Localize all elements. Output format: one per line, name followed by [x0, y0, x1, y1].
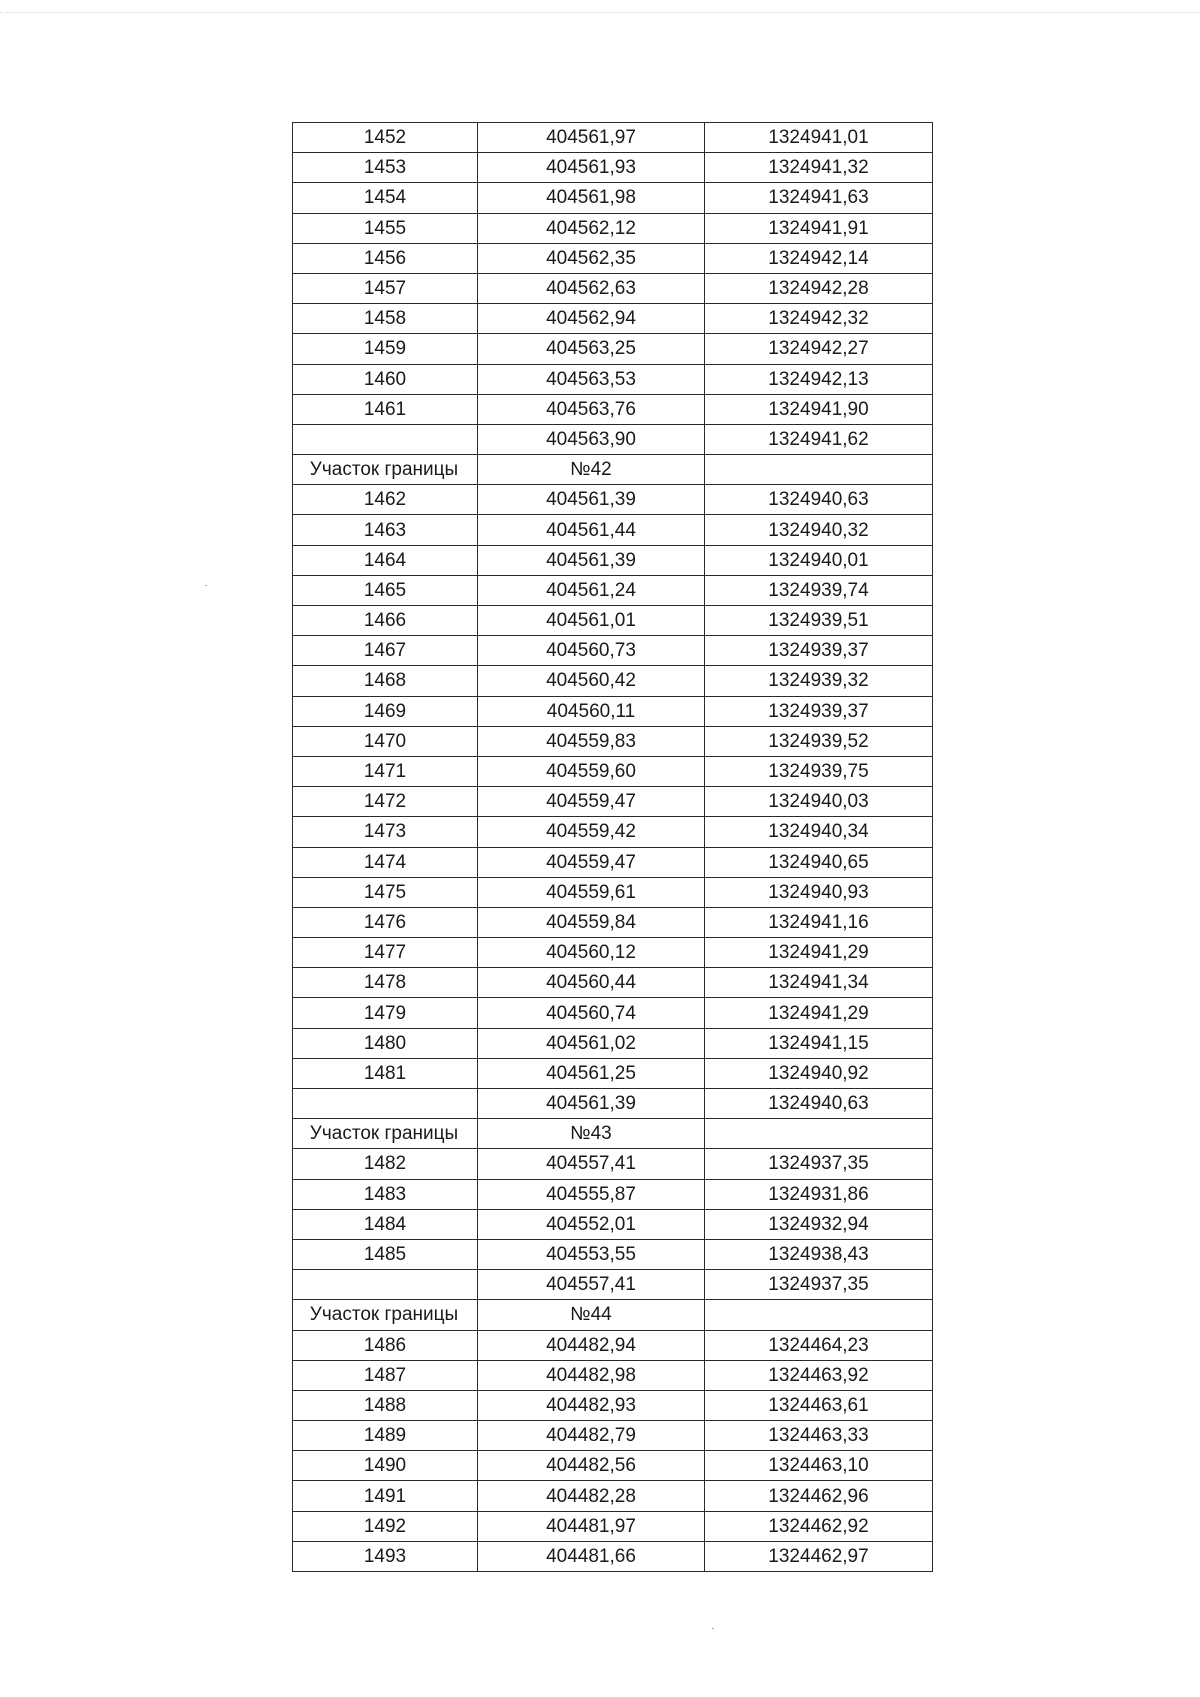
y-coordinate-cell: 1324939,75 [705, 756, 933, 786]
x-coordinate-cell: 404559,60 [478, 756, 705, 786]
y-coordinate-cell: 1324939,74 [705, 575, 933, 605]
table-row [293, 1179, 933, 1209]
table-row [293, 123, 933, 153]
x-coordinate-cell: 404561,01 [478, 606, 705, 636]
x-coordinate-cell: 404561,24 [478, 575, 705, 605]
table-row [293, 1330, 933, 1360]
table-row [293, 273, 933, 303]
point-number-cell: 1456 [293, 243, 478, 273]
table-row [293, 394, 933, 424]
point-number-cell: 1472 [293, 787, 478, 817]
table-row [293, 1028, 933, 1058]
y-coordinate-cell: 1324940,93 [705, 877, 933, 907]
table-row [293, 817, 933, 847]
y-coordinate-cell: 1324463,61 [705, 1390, 933, 1420]
table-row [293, 1360, 933, 1390]
table-row [293, 1089, 933, 1119]
table-row [293, 1451, 933, 1481]
x-coordinate-cell: 404561,97 [478, 123, 705, 153]
table-row [293, 1149, 933, 1179]
table-row [293, 1058, 933, 1088]
coordinates-table [292, 122, 933, 1572]
table-row [293, 515, 933, 545]
point-number-cell [293, 1089, 478, 1119]
table-row [293, 1541, 933, 1571]
x-coordinate-cell: 404562,63 [478, 273, 705, 303]
y-coordinate-cell: 1324932,94 [705, 1209, 933, 1239]
table-row [293, 636, 933, 666]
point-number-cell: 1481 [293, 1058, 478, 1088]
x-coordinate-cell: 404561,25 [478, 1058, 705, 1088]
y-coordinate-cell: 1324463,33 [705, 1421, 933, 1451]
x-coordinate-cell: 404563,90 [478, 424, 705, 454]
table-row [293, 1481, 933, 1511]
table-row [293, 153, 933, 183]
x-coordinate-cell: 404555,87 [478, 1179, 705, 1209]
scan-speck [205, 585, 207, 586]
table-row [293, 1239, 933, 1269]
y-coordinate-cell: 1324941,32 [705, 153, 933, 183]
x-coordinate-cell: 404560,74 [478, 998, 705, 1028]
point-number-cell: 1492 [293, 1511, 478, 1541]
section-header-row [293, 1119, 933, 1149]
point-number-cell: 1467 [293, 636, 478, 666]
point-number-cell: 1452 [293, 123, 478, 153]
table-row [293, 1270, 933, 1300]
table-row [293, 726, 933, 756]
y-coordinate-cell: 1324940,32 [705, 515, 933, 545]
section-number-cell: №43 [478, 1119, 705, 1149]
x-coordinate-cell: 404557,41 [478, 1149, 705, 1179]
table-row [293, 1421, 933, 1451]
x-coordinate-cell: 404561,44 [478, 515, 705, 545]
y-coordinate-cell: 1324942,28 [705, 273, 933, 303]
x-coordinate-cell: 404482,94 [478, 1330, 705, 1360]
table-row [293, 213, 933, 243]
x-coordinate-cell: 404563,53 [478, 364, 705, 394]
y-coordinate-cell: 1324940,63 [705, 1089, 933, 1119]
point-number-cell: 1466 [293, 606, 478, 636]
y-coordinate-cell: 1324941,29 [705, 998, 933, 1028]
point-number-cell: 1474 [293, 847, 478, 877]
y-coordinate-cell: 1324463,92 [705, 1360, 933, 1390]
table-row [293, 364, 933, 394]
table-row [293, 183, 933, 213]
point-number-cell: 1464 [293, 545, 478, 575]
point-number-cell: 1460 [293, 364, 478, 394]
x-coordinate-cell: 404562,94 [478, 304, 705, 334]
point-number-cell: 1486 [293, 1330, 478, 1360]
point-number-cell: 1454 [293, 183, 478, 213]
y-coordinate-cell: 1324462,96 [705, 1481, 933, 1511]
y-coordinate-cell: 1324941,90 [705, 394, 933, 424]
y-coordinate-cell: 1324941,15 [705, 1028, 933, 1058]
table-row [293, 485, 933, 515]
y-coordinate-cell: 1324463,10 [705, 1451, 933, 1481]
x-coordinate-cell: 404557,41 [478, 1270, 705, 1300]
y-coordinate-cell: 1324941,91 [705, 213, 933, 243]
table-row [293, 998, 933, 1028]
scan-speck [712, 1628, 714, 1629]
point-number-cell [293, 1270, 478, 1300]
y-coordinate-cell: 1324941,63 [705, 183, 933, 213]
x-coordinate-cell: 404559,84 [478, 907, 705, 937]
section-empty-cell [705, 1119, 933, 1149]
point-number-cell: 1491 [293, 1481, 478, 1511]
x-coordinate-cell: 404559,61 [478, 877, 705, 907]
table-row [293, 424, 933, 454]
y-coordinate-cell: 1324464,23 [705, 1330, 933, 1360]
y-coordinate-cell: 1324941,16 [705, 907, 933, 937]
x-coordinate-cell: 404560,44 [478, 968, 705, 998]
point-number-cell [293, 424, 478, 454]
x-coordinate-cell: 404563,25 [478, 334, 705, 364]
section-header-row [293, 1300, 933, 1330]
point-number-cell: 1473 [293, 817, 478, 847]
point-number-cell: 1488 [293, 1390, 478, 1420]
point-number-cell: 1487 [293, 1360, 478, 1390]
y-coordinate-cell: 1324939,32 [705, 666, 933, 696]
table-row [293, 1390, 933, 1420]
point-number-cell: 1490 [293, 1451, 478, 1481]
y-coordinate-cell: 1324941,01 [705, 123, 933, 153]
y-coordinate-cell: 1324942,32 [705, 304, 933, 334]
section-label-cell: Участок границы [293, 1119, 478, 1149]
section-label-cell: Участок границы [293, 455, 478, 485]
point-number-cell: 1478 [293, 968, 478, 998]
point-number-cell: 1469 [293, 696, 478, 726]
table-row [293, 575, 933, 605]
section-empty-cell [705, 455, 933, 485]
point-number-cell: 1462 [293, 485, 478, 515]
point-number-cell: 1455 [293, 213, 478, 243]
x-coordinate-cell: 404482,98 [478, 1360, 705, 1390]
point-number-cell: 1468 [293, 666, 478, 696]
y-coordinate-cell: 1324940,92 [705, 1058, 933, 1088]
y-coordinate-cell: 1324938,43 [705, 1239, 933, 1269]
point-number-cell: 1463 [293, 515, 478, 545]
y-coordinate-cell: 1324941,34 [705, 968, 933, 998]
table-row [293, 907, 933, 937]
point-number-cell: 1458 [293, 304, 478, 334]
x-coordinate-cell: 404561,39 [478, 545, 705, 575]
x-coordinate-cell: 404560,73 [478, 636, 705, 666]
table-row [293, 1511, 933, 1541]
table-row [293, 1209, 933, 1239]
table-row [293, 666, 933, 696]
x-coordinate-cell: 404560,42 [478, 666, 705, 696]
point-number-cell: 1477 [293, 938, 478, 968]
point-number-cell: 1482 [293, 1149, 478, 1179]
point-number-cell: 1461 [293, 394, 478, 424]
y-coordinate-cell: 1324939,51 [705, 606, 933, 636]
y-coordinate-cell: 1324940,63 [705, 485, 933, 515]
point-number-cell: 1465 [293, 575, 478, 605]
y-coordinate-cell: 1324940,03 [705, 787, 933, 817]
x-coordinate-cell: 404481,66 [478, 1541, 705, 1571]
y-coordinate-cell: 1324937,35 [705, 1270, 933, 1300]
y-coordinate-cell: 1324942,14 [705, 243, 933, 273]
y-coordinate-cell: 1324462,97 [705, 1541, 933, 1571]
x-coordinate-cell: 404561,98 [478, 183, 705, 213]
point-number-cell: 1480 [293, 1028, 478, 1058]
x-coordinate-cell: 404562,12 [478, 213, 705, 243]
y-coordinate-cell: 1324942,13 [705, 364, 933, 394]
point-number-cell: 1457 [293, 273, 478, 303]
x-coordinate-cell: 404559,42 [478, 817, 705, 847]
x-coordinate-cell: 404482,79 [478, 1421, 705, 1451]
section-empty-cell [705, 1300, 933, 1330]
point-number-cell: 1479 [293, 998, 478, 1028]
x-coordinate-cell: 404482,93 [478, 1390, 705, 1420]
point-number-cell: 1485 [293, 1239, 478, 1269]
section-number-cell: №44 [478, 1300, 705, 1330]
y-coordinate-cell: 1324940,01 [705, 545, 933, 575]
point-number-cell: 1489 [293, 1421, 478, 1451]
y-coordinate-cell: 1324941,29 [705, 938, 933, 968]
x-coordinate-cell: 404482,56 [478, 1451, 705, 1481]
y-coordinate-cell: 1324939,37 [705, 636, 933, 666]
table-row [293, 606, 933, 636]
table-row [293, 877, 933, 907]
x-coordinate-cell: 404561,02 [478, 1028, 705, 1058]
x-coordinate-cell: 404552,01 [478, 1209, 705, 1239]
table-row [293, 938, 933, 968]
table-row [293, 243, 933, 273]
point-number-cell: 1453 [293, 153, 478, 183]
table-row [293, 334, 933, 364]
point-number-cell: 1459 [293, 334, 478, 364]
point-number-cell: 1483 [293, 1179, 478, 1209]
section-header-row [293, 455, 933, 485]
x-coordinate-cell: 404560,11 [478, 696, 705, 726]
table-row [293, 545, 933, 575]
x-coordinate-cell: 404563,76 [478, 394, 705, 424]
y-coordinate-cell: 1324940,34 [705, 817, 933, 847]
x-coordinate-cell: 404560,12 [478, 938, 705, 968]
x-coordinate-cell: 404559,47 [478, 847, 705, 877]
point-number-cell: 1484 [293, 1209, 478, 1239]
section-label-cell: Участок границы [293, 1300, 478, 1330]
x-coordinate-cell: 404561,93 [478, 153, 705, 183]
x-coordinate-cell: 404562,35 [478, 243, 705, 273]
y-coordinate-cell: 1324941,62 [705, 424, 933, 454]
y-coordinate-cell: 1324462,92 [705, 1511, 933, 1541]
scan-edge-line [0, 12, 1200, 13]
x-coordinate-cell: 404482,28 [478, 1481, 705, 1511]
table-row [293, 696, 933, 726]
table-row [293, 304, 933, 334]
table-row [293, 787, 933, 817]
point-number-cell: 1476 [293, 907, 478, 937]
y-coordinate-cell: 1324939,52 [705, 726, 933, 756]
x-coordinate-cell: 404561,39 [478, 485, 705, 515]
y-coordinate-cell: 1324937,35 [705, 1149, 933, 1179]
y-coordinate-cell: 1324931,86 [705, 1179, 933, 1209]
x-coordinate-cell: 404481,97 [478, 1511, 705, 1541]
table-row [293, 968, 933, 998]
x-coordinate-cell: 404553,55 [478, 1239, 705, 1269]
x-coordinate-cell: 404559,83 [478, 726, 705, 756]
point-number-cell: 1475 [293, 877, 478, 907]
section-number-cell: №42 [478, 455, 705, 485]
point-number-cell: 1470 [293, 726, 478, 756]
y-coordinate-cell: 1324942,27 [705, 334, 933, 364]
table-row [293, 847, 933, 877]
point-number-cell: 1493 [293, 1541, 478, 1571]
x-coordinate-cell: 404561,39 [478, 1089, 705, 1119]
table-row [293, 756, 933, 786]
x-coordinate-cell: 404559,47 [478, 787, 705, 817]
y-coordinate-cell: 1324939,37 [705, 696, 933, 726]
y-coordinate-cell: 1324940,65 [705, 847, 933, 877]
point-number-cell: 1471 [293, 756, 478, 786]
coordinates-table-body [293, 123, 933, 1572]
